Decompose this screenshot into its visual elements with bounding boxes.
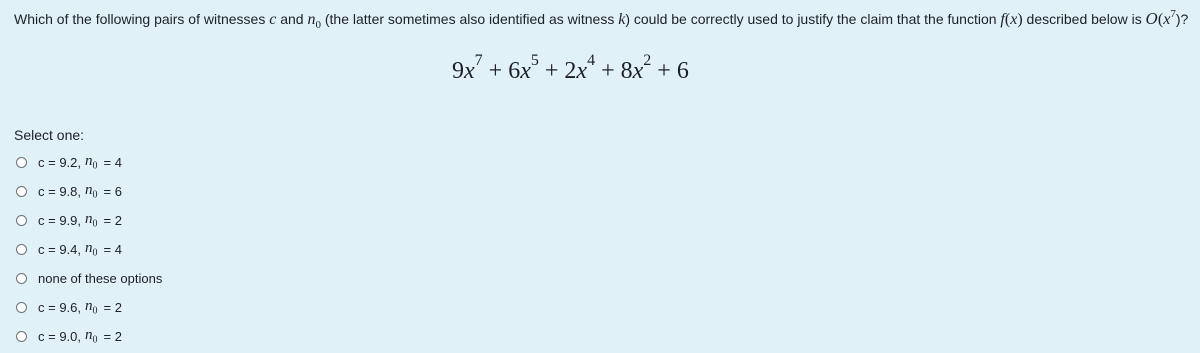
option-n-subscript: 0 [92, 305, 98, 317]
question-part-2: and [276, 11, 308, 27]
term-3-coef: 2 [564, 58, 577, 84]
term-1-coef: 9 [452, 58, 464, 84]
function-var-x: x [1010, 11, 1018, 28]
plus-sign: + [544, 58, 559, 84]
witness-n0-subscript: 0 [315, 19, 321, 31]
option-n-subscript: 0 [92, 334, 98, 346]
option-n0 [85, 182, 98, 201]
option-c-label: c = 9.0, [38, 329, 81, 344]
big-o-exponent: 7 [1170, 8, 1176, 20]
option-n-base: n [85, 240, 93, 257]
radio-button[interactable] [16, 273, 27, 284]
option-n-subscript: 0 [92, 189, 98, 201]
option-c-label: c = 9.6, [38, 300, 81, 315]
option-n-subscript: 0 [92, 247, 98, 259]
radio-button[interactable] [16, 302, 27, 313]
term-3-var: x [576, 58, 588, 84]
term-1 [452, 52, 483, 84]
polynomial-formula [452, 52, 689, 85]
big-o-close: )? [1175, 11, 1189, 27]
option-n-base: n [85, 182, 93, 199]
option-c-label: c = 9.4, [38, 242, 81, 257]
question-part-1: Which of the following pairs of witnesses [14, 11, 270, 27]
option-n-value: = 2 [103, 329, 122, 344]
option-n-subscript: 0 [92, 218, 98, 230]
answer-option-2[interactable] [16, 177, 162, 206]
question-part-5: described below is [1022, 11, 1146, 27]
option-text: none of these options [38, 271, 163, 286]
option-n-base: n [85, 327, 93, 344]
term-1-var: x [464, 58, 475, 84]
option-n-value: = 2 [103, 213, 122, 228]
option-n0 [85, 240, 98, 259]
answer-option-3[interactable] [16, 206, 162, 235]
radio-button[interactable] [16, 215, 27, 226]
term-2-exp: 5 [530, 52, 539, 69]
option-n-value: = 2 [103, 300, 122, 315]
term-3-exp: 4 [587, 52, 596, 69]
answer-option-5[interactable] [16, 264, 162, 293]
term-2-coef: 6 [508, 58, 521, 84]
big-o-var-x: x [1163, 11, 1171, 28]
option-n-base: n [85, 211, 93, 228]
answer-option-4[interactable] [16, 235, 162, 264]
term-4 [620, 52, 652, 84]
term-4-exp: 2 [643, 52, 652, 69]
constant-term: 6 [676, 58, 689, 84]
select-one-label: Select one: [14, 127, 85, 143]
option-c-label: c = 9.8, [38, 184, 81, 199]
answer-option-6[interactable] [16, 293, 162, 322]
question-part-3: (the latter sometimes also identified as witness [320, 11, 619, 27]
function-open-paren: ( [1004, 11, 1011, 28]
plus-sign: + [488, 58, 503, 84]
option-n-subscript: 0 [92, 160, 98, 172]
term-4-coef: 8 [620, 58, 633, 84]
answer-options [16, 148, 162, 351]
question-text [14, 10, 1194, 30]
option-n-base: n [85, 298, 93, 315]
question-part-4: ) could be correctly used to justify the claim that the function [625, 11, 1001, 27]
witness-n0-base: n [307, 11, 316, 28]
answer-option-1[interactable] [16, 148, 162, 177]
radio-button[interactable] [16, 331, 27, 342]
plus-sign: + [657, 58, 671, 84]
option-n-value: = 4 [103, 155, 122, 170]
plus-sign: + [601, 58, 615, 84]
term-4-var: x [632, 58, 644, 84]
witness-k-symbol: k [618, 11, 626, 28]
witness-c-symbol: c [269, 11, 277, 28]
function-f-symbol: f [1000, 11, 1005, 28]
option-c-label: c = 9.2, [38, 155, 81, 170]
option-n0 [85, 153, 98, 172]
option-n0 [85, 327, 98, 346]
option-c-label: c = 9.9, [38, 213, 81, 228]
option-n-value: = 4 [103, 242, 122, 257]
term-2-var: x [520, 58, 531, 84]
answer-option-7[interactable] [16, 322, 162, 351]
big-o-symbol: O [1145, 10, 1158, 28]
term-2 [508, 52, 539, 84]
option-n-base: n [85, 153, 93, 170]
radio-button[interactable] [16, 244, 27, 255]
term-1-exp: 7 [474, 52, 483, 69]
radio-button[interactable] [16, 157, 27, 168]
function-close-paren: ) [1017, 11, 1023, 28]
option-n0 [85, 298, 98, 317]
radio-button[interactable] [16, 186, 27, 197]
option-n-value: = 6 [103, 184, 122, 199]
option-n0 [85, 211, 98, 230]
term-3 [564, 52, 596, 84]
big-o-open-paren: ( [1157, 11, 1164, 28]
